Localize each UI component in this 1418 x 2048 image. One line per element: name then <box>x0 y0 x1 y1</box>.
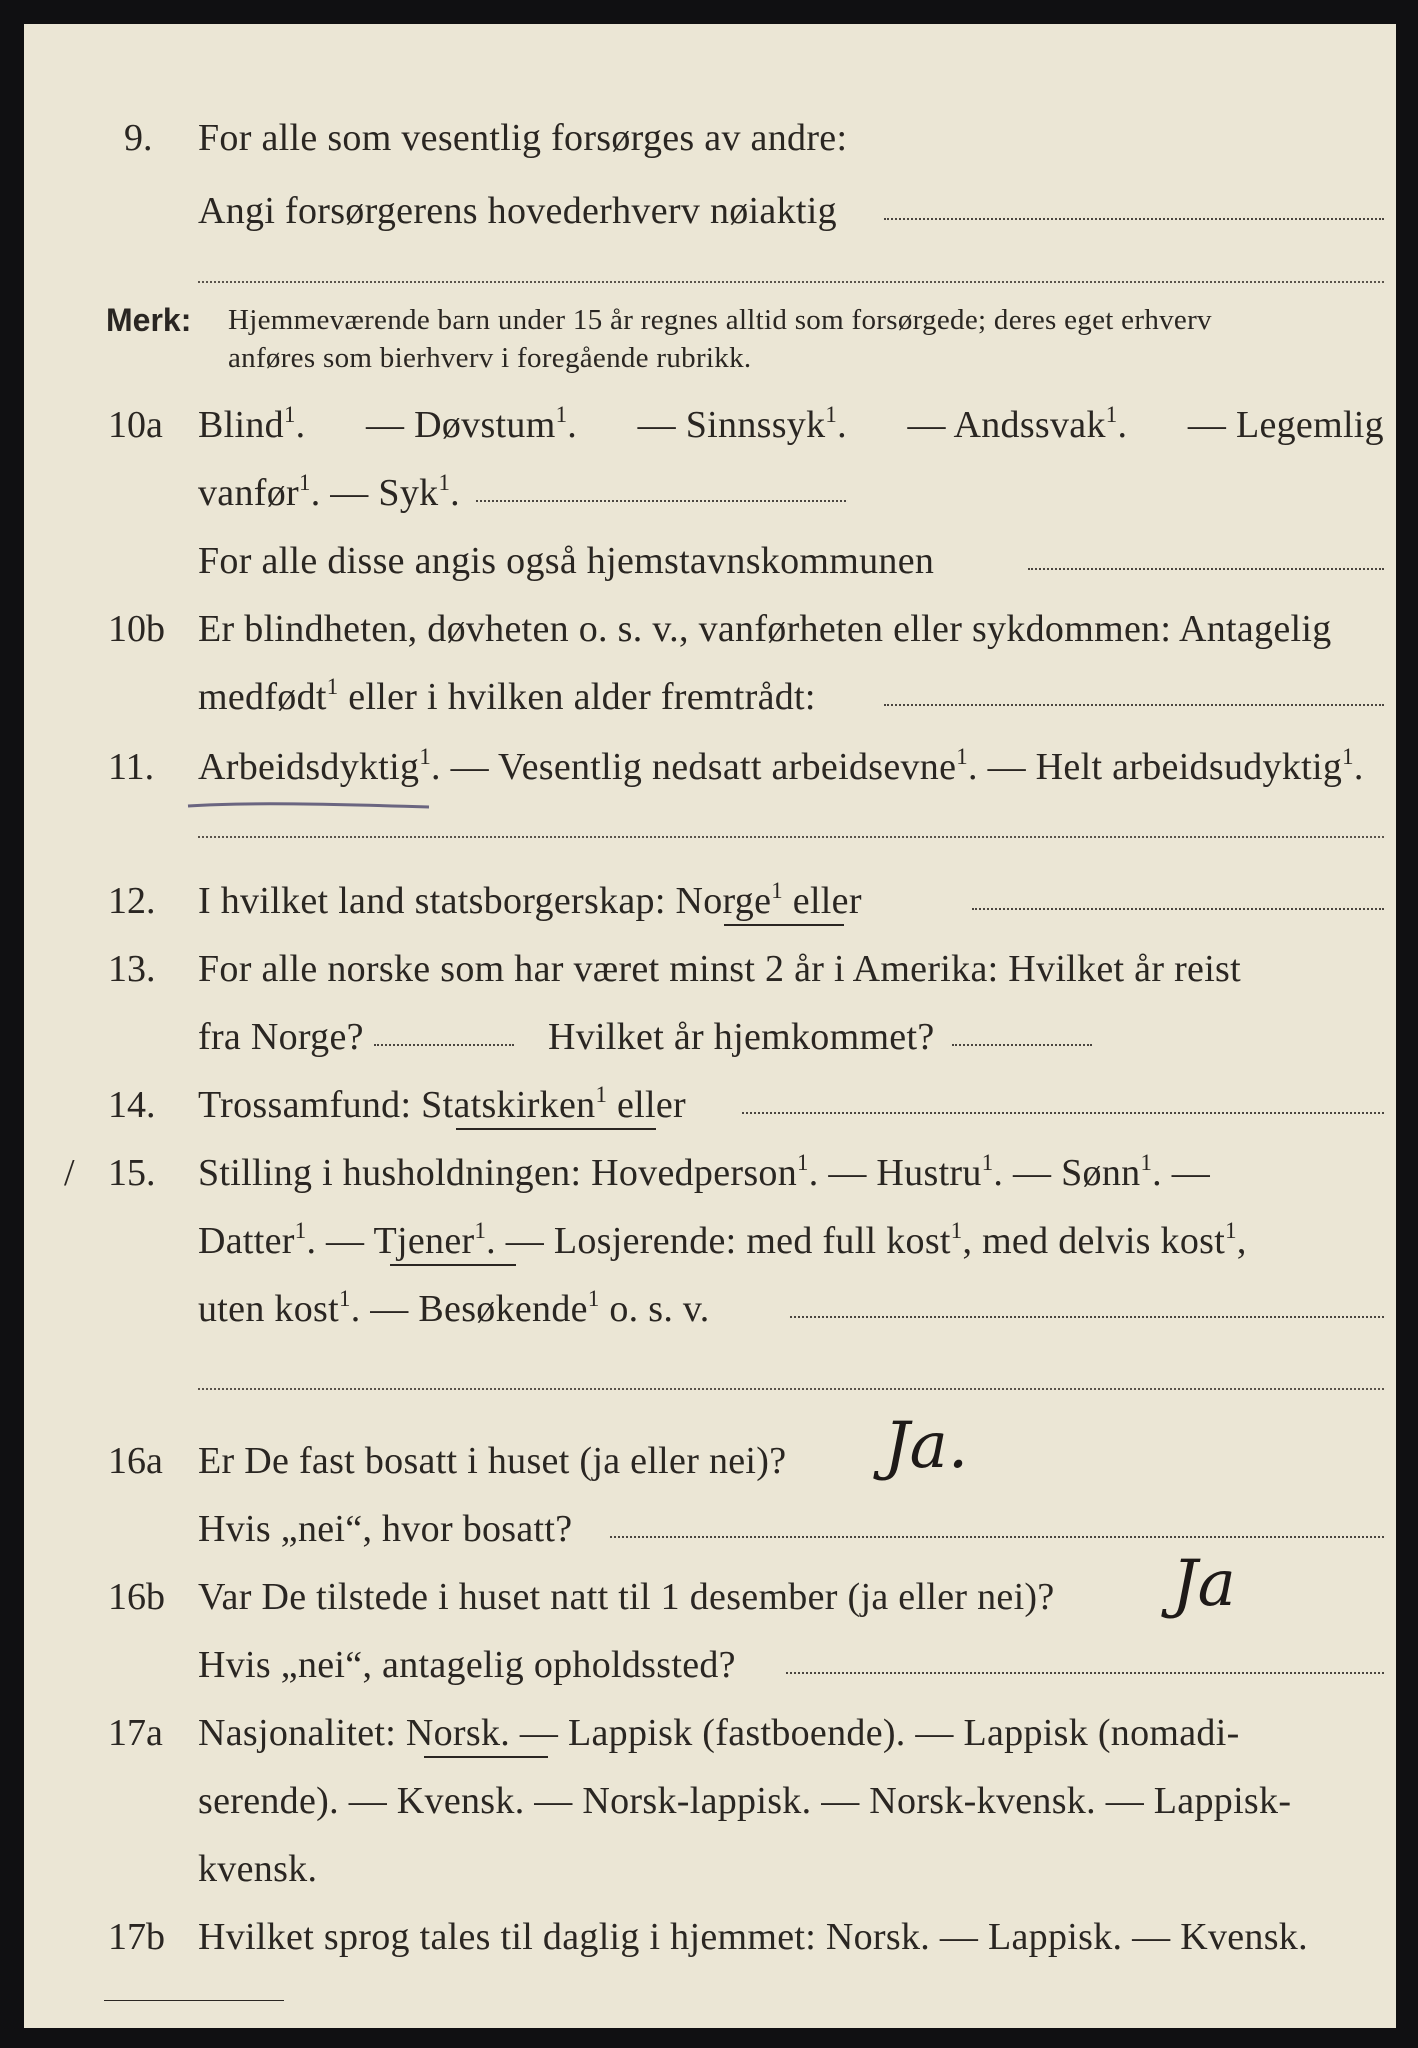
option-sonn[interactable]: . — Sønn <box>993 1152 1141 1194</box>
q16a-line2: Hvis „nei“, hvor bosatt? <box>198 1508 573 1550</box>
merk-line1: Hjemmeværende barn under 15 år regnes alltid som forsørgede; deres eget erhverv <box>228 304 1212 336</box>
option-uten-kost[interactable]: uten kost <box>198 1288 339 1330</box>
option-hovedperson[interactable]: Stilling i husholdningen: Hovedperson <box>198 1152 798 1194</box>
underline-norge <box>724 924 844 926</box>
underline-statskirken <box>456 1128 656 1130</box>
option-datter[interactable]: Datter <box>198 1220 295 1262</box>
q10a-line3: For alle disse angis også hjemstavnskommunen <box>198 540 935 582</box>
q10b-line1: Er blindheten, døvheten o. s. v., vanførheten eller sykdommen: Antagelig <box>198 608 1332 650</box>
q15-line3: uten kost$^1$. — Besøkende$^1$ o. s. v. <box>198 1286 710 1330</box>
q15-rule <box>198 1388 1384 1390</box>
q15-line1: Stilling i husholdningen: Hovedperson$^1$. — Hustru$^1$. — Sønn$^1$. — <box>198 1150 1211 1194</box>
q16b-answer-line[interactable] <box>786 1672 1384 1674</box>
q16a-line1: Er De fast bosatt i huset (ja eller nei)? <box>198 1440 787 1482</box>
q16b-line2: Hvis „nei“, antagelig opholdssted? <box>198 1644 736 1686</box>
q10b-answer-line[interactable] <box>884 704 1384 706</box>
q14-answer-line[interactable] <box>742 1112 1384 1114</box>
q17a-line2: serende). — Kvensk. — Norsk-lappisk. — Norsk-kvensk. — Lappisk- <box>198 1780 1292 1822</box>
q13-line2b: Hvilket år hjemkommet? <box>548 1016 935 1058</box>
option-udyktig[interactable]: . — Helt arbeidsudyktig <box>967 746 1343 788</box>
merk-label: Merk: <box>106 302 192 338</box>
footnote-rule <box>104 2000 284 2001</box>
q9-line1: For alle som vesentlig forsørges av andre: <box>198 117 848 159</box>
option-losjerende[interactable]: . — Losjerende: med full kost <box>486 1220 951 1262</box>
q16b-line1: Var De tilstede i huset natt til 1 desember (ja eller nei)? <box>198 1576 1055 1618</box>
question-number-16b: 16b <box>108 1576 165 1618</box>
question-number-13: 13. <box>108 948 156 990</box>
q11-rule <box>198 836 1384 838</box>
option-sinnssyk[interactable]: — Sinnssyk <box>637 404 826 446</box>
q12-line: I hvilket land statsborgerskap: Norge$^1$ eller <box>198 878 862 922</box>
q16b-handwritten-answer: Ja <box>1172 1547 1236 1621</box>
underline-norsk <box>424 1756 548 1758</box>
q15-answer-line[interactable] <box>790 1316 1384 1318</box>
underline-arbeidsdyktig <box>184 798 434 812</box>
q17a-line1: Nasjonalitet: Norsk. — Lappisk (fastboende). — Lappisk (nomadi- <box>198 1712 1240 1754</box>
question-number-9: 9. <box>124 117 153 159</box>
q14-line: Trossamfund: Statskirken$^1$ eller <box>198 1082 686 1126</box>
q15-line2: Datter$^1$. — Tjener$^1$. — Losjerende: med full kost$^1$, med delvis kost$^1$, <box>198 1218 1247 1262</box>
option-syk[interactable]: — Syk <box>330 472 439 514</box>
question-number-16a: 16a <box>108 1440 163 1482</box>
q11-line: Arbeidsdyktig$^1$. — Vesentlig nedsatt arbeidsevne$^1$. — Helt arbeidsudyktig$^1$. <box>198 744 1364 788</box>
option-delvis-kost[interactable]: , med delvis kost <box>962 1220 1226 1262</box>
question-number-17b: 17b <box>108 1916 165 1958</box>
hjemkommet-year-field[interactable] <box>952 1044 1092 1046</box>
question-number-17a: 17a <box>108 1712 163 1754</box>
option-besokende[interactable]: . — Besøkende <box>350 1288 588 1330</box>
option-vanfor[interactable]: vanfør <box>198 472 299 514</box>
q13-line2a: fra Norge? <box>198 1016 364 1058</box>
option-statskirken[interactable]: Statskirken <box>421 1084 596 1126</box>
q13-line1: For alle norske som har været minst 2 år i Amerika: Hvilket år reist <box>198 948 1242 990</box>
option-norge[interactable]: Norge <box>675 880 772 922</box>
census-form-page <box>24 24 1396 2028</box>
option-legemlig[interactable]: — Legemlig <box>1187 404 1384 446</box>
q10a-line2: vanfør$^1$. — Syk$^1$. <box>198 470 460 514</box>
q9-answer-line[interactable] <box>884 218 1384 220</box>
question-number-10a: 10a <box>108 404 163 446</box>
underline-tjener <box>390 1264 516 1266</box>
merk-line2: anføres som bierhverv i foregående rubrikk. <box>228 342 752 374</box>
q17b-line1: Hvilket sprog tales til daglig i hjemmet: Norsk. — Lappisk. — Kvensk. <box>198 1916 1308 1958</box>
option-tjener[interactable]: Tjener <box>373 1220 475 1262</box>
q16a-answer-line[interactable] <box>610 1536 1384 1538</box>
q10a-line1: Blind$^1$. — Døvstum$^1$. — Sinnssyk$^1$. — Andssvak$^1$. — Legemlig <box>198 402 1384 446</box>
option-dovstum[interactable]: — Døvstum <box>366 404 556 446</box>
question-number-12: 12. <box>108 880 156 922</box>
q9-line2: Angi forsørgerens hovederhverv nøiaktig <box>198 190 837 232</box>
q17a-line3: kvensk. <box>198 1848 318 1890</box>
option-medfodt[interactable]: medfødt <box>198 676 327 718</box>
q12-answer-line[interactable] <box>972 908 1384 910</box>
q10b-line2: medfødt$^1$ eller i hvilken alder fremtrådt: <box>198 674 816 718</box>
option-norsk[interactable]: Norsk. <box>405 1712 511 1754</box>
hjemstavn-answer-line[interactable] <box>1028 568 1384 570</box>
question-number-11: 11. <box>108 746 155 788</box>
option-nedsatt[interactable]: . — Vesentlig nedsatt arbeidsevne <box>431 746 957 788</box>
question-number-14: 14. <box>108 1084 156 1126</box>
option-arbeidsdyktig[interactable]: Arbeidsdyktig <box>198 746 420 788</box>
option-andssvak[interactable]: — Andssvak <box>907 404 1106 446</box>
q10a-answer-line[interactable] <box>476 500 846 502</box>
margin-mark: / <box>64 1152 75 1194</box>
q9-answer-line-2[interactable] <box>198 281 1384 283</box>
question-number-10b: 10b <box>108 608 165 650</box>
question-number-15: 15. <box>108 1152 156 1194</box>
option-hustru[interactable]: . — Hustru <box>808 1152 982 1194</box>
q16a-handwritten-answer: Ja. <box>884 1409 969 1483</box>
reist-year-field[interactable] <box>374 1044 514 1046</box>
option-blind[interactable]: Blind <box>198 404 284 446</box>
